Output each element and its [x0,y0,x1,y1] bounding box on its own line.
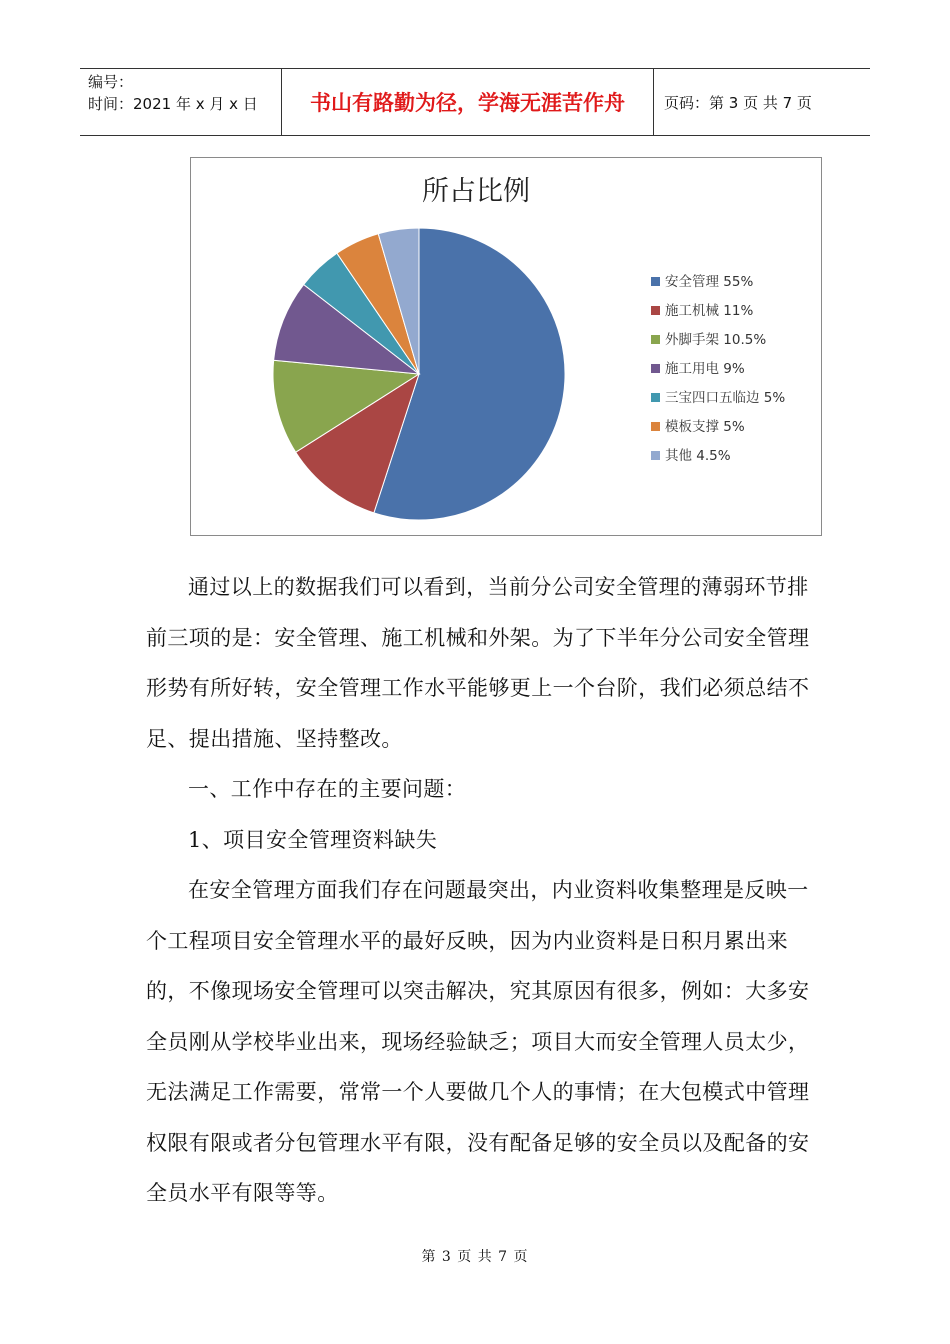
pie-chart-frame [190,157,822,536]
legend-label-2: 施工机械 11% [665,303,754,319]
paragraph-summary: 通过以上的数据我们可以看到，当前分公司安全管理的薄弱环节排前三项的是：安全管理、施工机械和外架。为了下半年分公司安全管理形势有所好转，安全管理工作水平能够更上一个台阶，我们必须总结不足、提出措施、坚持整改。 [146,575,810,751]
time-label: 时间：2021 年 x 月 x 日 [88,95,258,113]
legend-swatch-5 [651,393,660,402]
legend-label-5: 三宝四口五临边 5% [665,390,786,406]
chart-legend [651,274,785,464]
legend-swatch-1 [651,277,660,286]
header-motto: 书山有路勤为径，学海无涯苦作舟 [282,69,654,135]
page-footer: 第 3 页 共 7 页 [421,1249,529,1265]
legend-label-3: 外脚手架 10.5% [665,332,767,348]
page-header [80,68,870,136]
legend-label-6: 模板支撑 5% [665,419,745,435]
legend-label-4: 施工用电 9% [665,361,745,377]
legend-swatch-7 [651,451,660,460]
pie-slices [273,228,565,520]
header-meta [80,69,282,135]
section-heading: 一、工作中存在的主要问题： [188,777,467,801]
chart-title: 所占比例 [422,176,530,207]
subsection-heading: 1、项目安全管理资料缺失 [188,827,438,852]
legend-label-7: 其他 4.5% [665,448,731,464]
header-page-code: 页码：第 3 页 共 7 页 [664,93,812,112]
pie-chart [191,158,821,535]
document-body [146,562,826,1219]
legend-label-1: 安全管理 55% [665,274,754,290]
paragraph-problem: 在安全管理方面我们存在问题最突出，内业资料收集整理是反映一个工程项目安全管理水平的最好反映，因为内业资料是日积月累出来的，不像现场安全管理可以突击解决，究其原因有很多，例如：大多安全员刚从学校毕业出来，现场经验缺乏；项目大而安全管理人员太少，无法满足工作需要，常常一个人要做几个人的事情；在大包模式中管理权限有限或者分包管理水平有限，没有配备足够的安全员以及配备的安全员水平有限等等。 [146,878,810,1205]
legend-swatch-3 [651,335,660,344]
legend-swatch-2 [651,306,660,315]
legend-swatch-6 [651,422,660,431]
number-label: 编号： [88,73,134,91]
legend-swatch-4 [651,364,660,373]
